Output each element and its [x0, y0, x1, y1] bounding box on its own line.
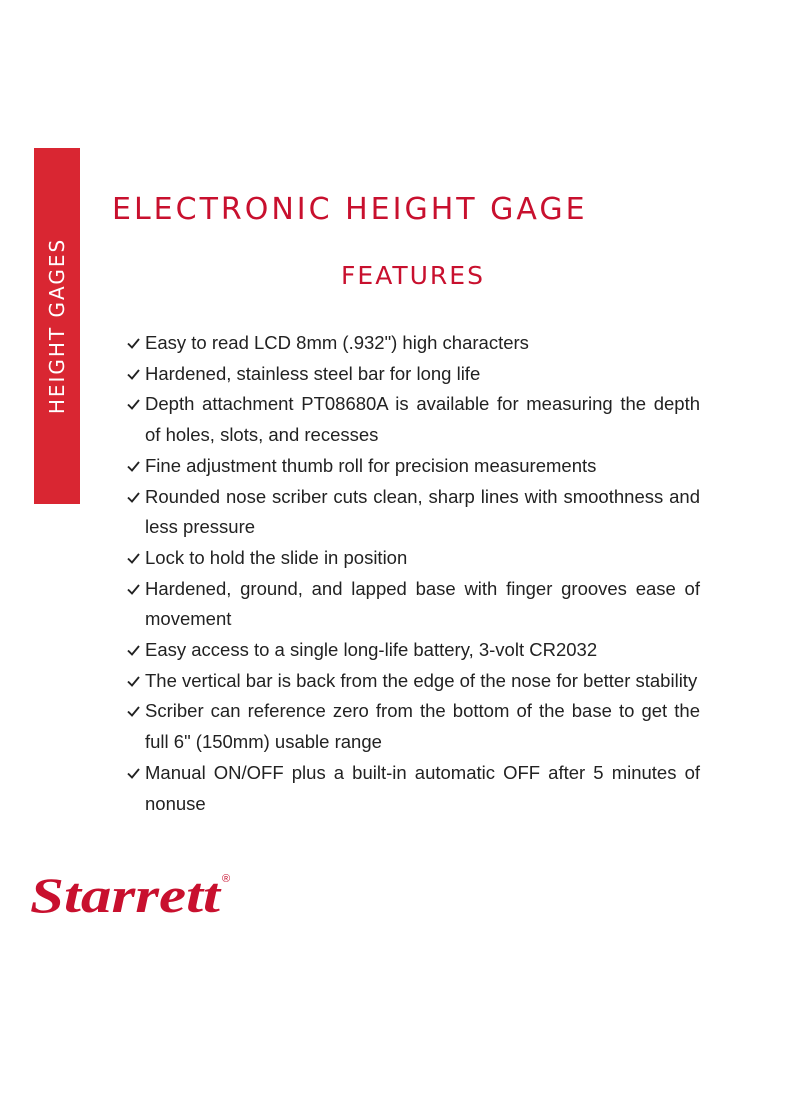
feature-text: Easy to read LCD 8mm (.932") high characters	[145, 332, 529, 353]
starrett-logo	[28, 862, 240, 926]
feature-item	[124, 328, 700, 359]
checkmark-icon	[127, 768, 140, 779]
feature-text: Easy access to a single long-life battery, 3-volt CR2032	[145, 639, 598, 661]
checkmark-icon	[127, 645, 140, 656]
checkmark-icon	[127, 369, 140, 380]
side-tab	[34, 148, 80, 504]
feature-text: The vertical bar is back from the edge of the nose for better stability	[145, 669, 698, 691]
checkmark-icon	[127, 584, 140, 595]
feature-text: Fine adjustment thumb roll for precision measurements	[145, 454, 597, 476]
checkmark-icon	[127, 706, 140, 717]
feature-text: Depth attachment PT08680A is available for measuring the depth of holes, slots, and recesses	[145, 393, 700, 446]
feature-text: Lock to hold the slide in position	[145, 546, 408, 568]
features-heading: FEATURES	[341, 261, 485, 290]
checkmark-icon	[127, 492, 140, 503]
side-tab-label: HEIGHT GAGES	[45, 237, 69, 415]
feature-item	[124, 635, 700, 666]
feature-text: Manual ON/OFF plus a built-in automatic OFF after 5 minutes of nonuse	[145, 761, 700, 814]
feature-text: Scriber can reference zero from the bottom of the base to get the full 6" (150mm) usable range	[145, 700, 700, 753]
logo-wordmark: Starrett	[30, 867, 223, 923]
feature-item	[124, 666, 700, 697]
checkmark-icon	[127, 553, 140, 564]
feature-item	[124, 758, 700, 819]
feature-text: Hardened, ground, and lapped base with finger grooves ease of movement	[145, 577, 700, 630]
feature-text: Rounded nose scriber cuts clean, sharp lines with smoothness and less pressure	[145, 485, 700, 538]
feature-item	[124, 389, 700, 450]
checkmark-icon	[127, 399, 140, 410]
registered-mark: ®	[222, 873, 231, 885]
feature-item	[124, 696, 700, 757]
checkmark-icon	[127, 461, 140, 472]
feature-list	[124, 328, 700, 819]
feature-item	[124, 574, 700, 635]
feature-item	[124, 451, 700, 482]
feature-item	[124, 543, 700, 574]
feature-item	[124, 359, 700, 390]
feature-text: Hardened, stainless steel bar for long life	[145, 362, 481, 384]
feature-item	[124, 482, 700, 543]
checkmark-icon	[127, 676, 140, 687]
checkmark-icon	[127, 338, 140, 349]
page-title: ELECTRONIC HEIGHT GAGE	[112, 192, 588, 227]
